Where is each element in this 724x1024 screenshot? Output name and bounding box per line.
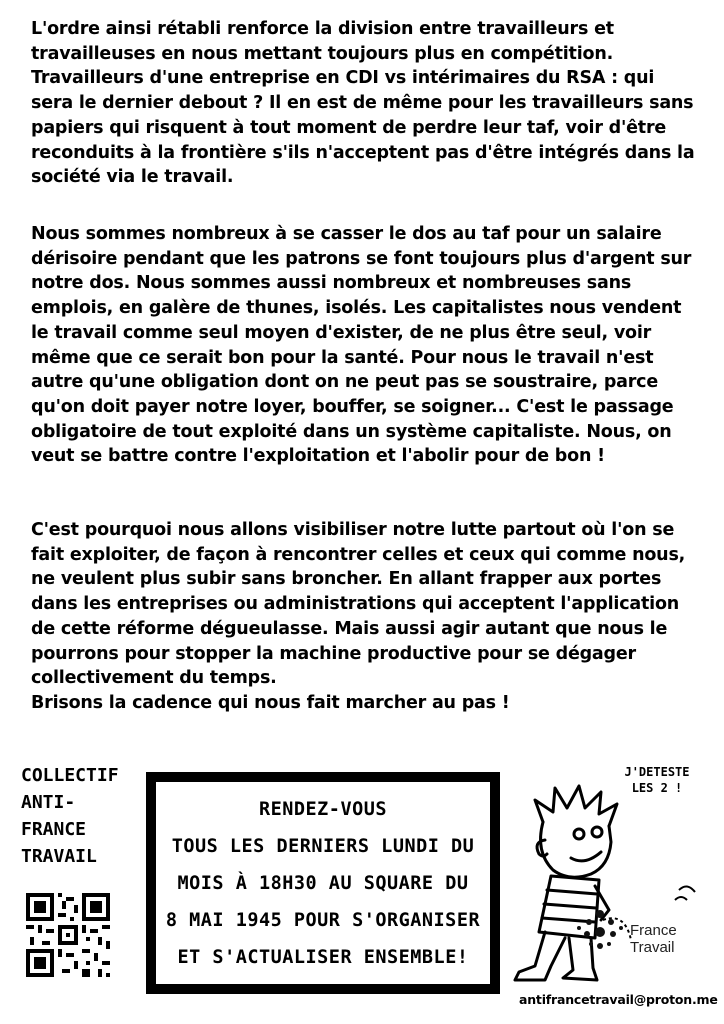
contact-email[interactable]: antifrancetravail@proton.me xyxy=(519,992,718,1007)
ft-line: Travail xyxy=(630,939,675,956)
collectif-title xyxy=(21,762,151,870)
collectif-line: ANTI- xyxy=(21,792,76,813)
paragraph-1: L'ordre ainsi rétabli renforce la division entre travailleurs et travailleuses en nous mettant toujours plus en compétition. Travailleurs d'une entreprise en CDI vs intérimaires du RSA : qui sera le dernier debout ? Il en est de même pour les travailleurs sans papiers qui risquent à tout moment de perdre leur taf, voir d'être reconduits à la frontière s'ils n'acceptent pas d'être intégrés dans la société via le travail. xyxy=(31,19,695,188)
rendez-vous-box xyxy=(146,772,500,994)
collectif-line: TRAVAIL xyxy=(21,846,97,867)
france-travail-label xyxy=(630,922,677,956)
rdv-line: MOIS À 18H30 AU SQUARE DU xyxy=(177,872,469,894)
rdv-line: ET S'ACTUALISER ENSEMBLE! xyxy=(177,946,469,968)
cartoon-boy-icon xyxy=(505,782,705,992)
rdv-line: 8 MAI 1945 POUR S'ORGANISER xyxy=(165,909,481,931)
france-travail-logo-icon xyxy=(577,910,623,949)
collectif-line: FRANCE xyxy=(21,819,87,840)
qr-code-icon[interactable] xyxy=(26,893,110,977)
bubble-line: J'DETESTE xyxy=(624,765,690,779)
paragraph-3-text: C'est pourquoi nous allons visibiliser notre lutte partout où l'on se fait exploiter, de façon à rencontrer celles et ceux qui comme nous, ne veulent plus subir sans broncher. En allant frapper aux portes dans les entreprises ou administrations qui acceptent l'application de cette réforme dégueulasse. Mais aussi agir autant que nous le pourrons pour stopper la machine productive pour se dégager collectivement du temps. Brisons la cadence qui nous fait marcher au pas ! xyxy=(31,520,686,713)
ft-line: France xyxy=(630,922,677,939)
paragraph-3 xyxy=(31,518,699,716)
bubble-line: LES 2 ! xyxy=(631,781,683,795)
collectif-line: COLLECTIF xyxy=(21,765,119,786)
rdv-line: TOUS LES DERNIERS LUNDI DU xyxy=(171,835,475,857)
paragraph-2: Nous sommes nombreux à se casser le dos au taf pour un salaire dérisoire pendant que les patrons se font toujours plus d'argent sur notre dos. Nous sommes aussi nombreux et nombreuses sans emplois, en galère de thunes, isolés. Les capitalistes nous vendent le travail comme seul moyen d'exister, de ne plus être seul, voir même que ce serait bon pour la santé. Pour nous le travail n'est autre qu'une obligation dont on ne peut pas se soustraire, parce qu'on doit payer notre loyer, bouffer, se soigner... C'est le passage obligatoire de tout exploité dans un système capitaliste. Nous, on veut se battre contre l'exploitation et l'abolir pour de bon ! xyxy=(31,224,692,467)
rdv-line: RENDEZ-VOUS xyxy=(258,798,388,820)
